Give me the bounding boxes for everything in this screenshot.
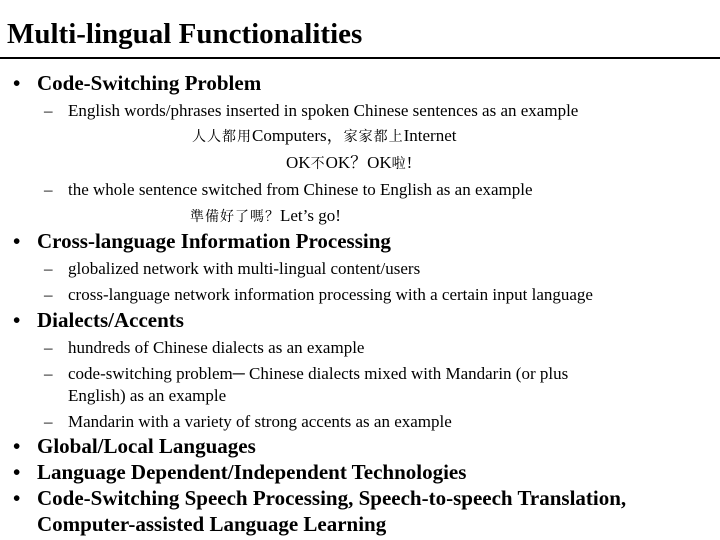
title-underline [0,57,720,59]
example-en-text: ! [406,153,413,172]
bullet-symbol: • [13,229,21,253]
example-cjk-text: 啦 [391,156,407,172]
bullet-language-technologies [13,460,466,484]
bullet-symbol: • [13,460,21,484]
section-heading: Dialects/Accents [37,308,184,332]
sub-item [44,179,533,201]
sub-item [44,258,420,280]
bullet-symbol: • [13,308,21,332]
example-line-3 [190,205,341,228]
section-heading: Code-Switching Problem [37,71,262,95]
bullet-symbol: • [13,434,21,458]
example-en-text: Internet [403,126,457,145]
sub-item-text: code-switching problem─ Chinese dialects mixed with Mandarin (or plus [68,364,569,383]
sub-item-text: the whole sentence switched from Chinese to English as an example [68,180,533,199]
bullet-code-switching-speech [13,486,626,510]
dash-symbol: – [44,259,53,278]
example-en-text: OK [286,153,311,172]
dash-symbol: – [44,412,53,431]
sub-item-text: globalized network with multi-lingual content/users [68,259,421,278]
sub-item [44,284,593,306]
dash-symbol: – [44,285,53,304]
sub-item [44,337,364,359]
sub-item-text: Mandarin with a variety of strong accents as an example [68,412,452,431]
example-line-2 [286,152,412,175]
example-en-text: Computers， [252,126,344,145]
sub-item-text: hundreds of Chinese dialects as an example [68,338,365,357]
example-cjk-text: 家家都上 [343,129,404,145]
sub-item-text: cross-language network information processing with a certain input language [68,285,593,304]
example-en-text: Let’s go! [280,206,341,225]
example-cjk-text: 不 [310,156,326,172]
section-heading: Cross-language Information Processing [37,229,391,253]
section-heading: Language Dependent/Independent Technologies [37,460,467,484]
sub-item [44,411,452,433]
section-heading: Code-Switching Speech Processing, Speech-to-speech Translation, [37,486,627,510]
example-cjk-text: 人人都用 [192,129,252,145]
sub-item [44,363,568,385]
bullet-code-switching [13,71,261,95]
example-line-1 [192,125,456,148]
dash-symbol: – [44,101,53,120]
dash-symbol: – [44,180,53,199]
bullet-cross-language [13,229,391,253]
section-heading: Global/Local Languages [37,434,256,458]
example-cjk-text: 準備好了嗎？ [190,209,280,225]
bullet-symbol: • [13,486,21,510]
sub-item [44,100,578,122]
dash-symbol: – [44,364,53,383]
dash-symbol: – [44,338,53,357]
section-heading-continuation: Computer-assisted Language Learning [37,512,387,536]
slide-title: Multi-lingual Functionalities [7,18,363,50]
sub-item-continuation: English) as an example [68,386,227,405]
bullet-symbol: • [13,71,21,95]
sub-item-text: English words/phrases inserted in spoken Chinese sentences as an example [68,101,579,120]
bullet-global-local [13,434,256,458]
bullet-dialects [13,308,184,332]
example-en-text: OK？OK [325,153,392,172]
